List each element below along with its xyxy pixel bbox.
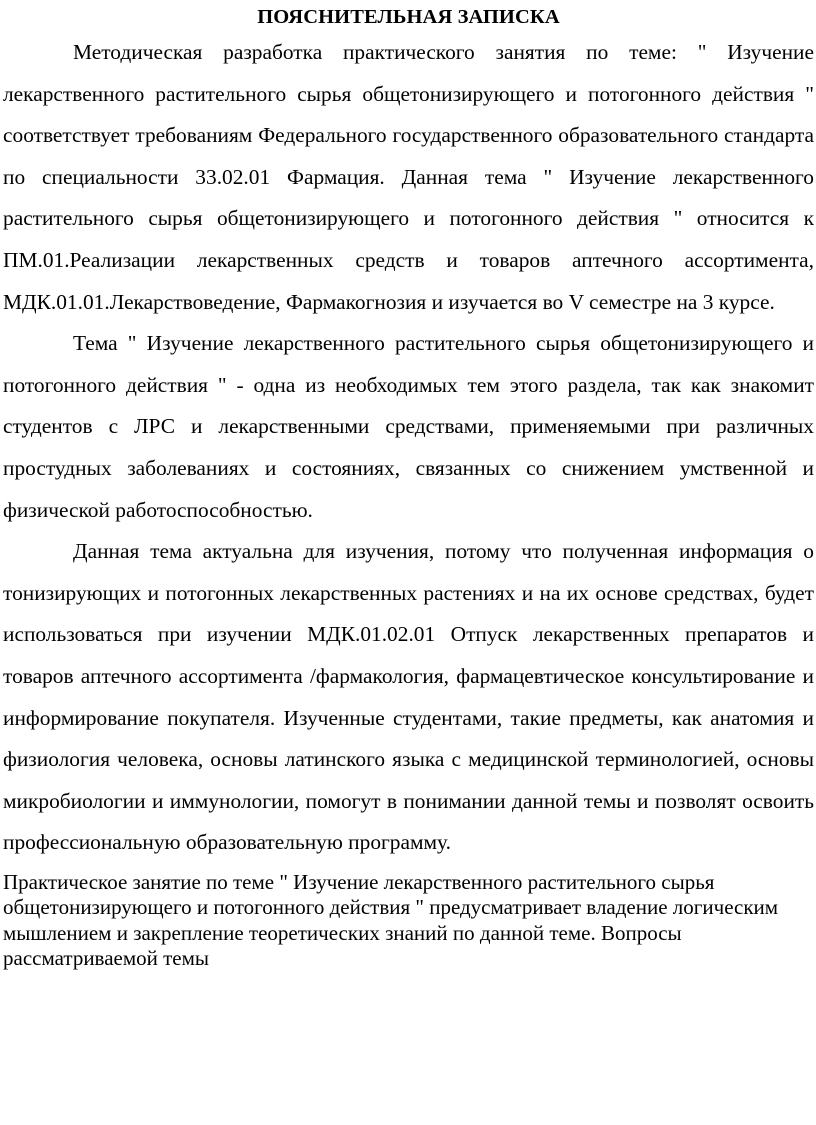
paragraph-topic-actuality: Данная тема актуальна для изучения, потому что полученная информация о тонизирующих и потогонных лекарственных растениях и на их основе средствах, будет использоваться при изучении МДК.01.02.01 Отпуск лекарственных препаратов и товаров аптечного ассортимента /фармакология, фармацевтическое консультирование и информирование покупателя. Изученные студентами, такие предметы, как анатомия и физиология человека, основы латинского языка с медицинской терминологией, основы микробиологии и иммунологии, помогут в понимании данной темы и позволят освоить профессиональную образовательную программу. (3, 539, 814, 855)
document-title: ПОЯСНИТЕЛЬНАЯ ЗАПИСКА (257, 6, 560, 28)
paragraph-topic-relevance: Тема " Изучение лекарственного растительного сырья общетонизирующего и потогонного действия " - одна из необходимых тем этого раздела, так как знакомит студентов с ЛРС и лекарственными средствами, применяемыми при различных простудных заболеваниях и состояниях, связанных со снижением умственной и физической работоспособностью. (3, 331, 814, 522)
paragraph-practical-lesson: Практическое занятие по теме " Изучение лекарственного растительного сырья общетонизирующего и потогонного действия " предусматривает владение логическим мышлением и закрепление теоретических знаний по данной теме. Вопросы рассматриваемой темы (3, 869, 779, 971)
paragraph-intro: Методическая разработка практического занятия по теме: " Изучение лекарственного растительного сырья общетонизирующего и потогонного действия " соответствует требованиям Федерального государственного образовательного стандарта по специальности 33.02.01 Фармация. Данная тема " Изучение лекарственного растительного сырья общетонизирующего и потогонного действия " относится к ПМ.01.Реализации лекарственных средств и товаров аптечного ассортимента, МДК.01.01.Лекарствоведение, Фармакогнозия и изучается во V семестре на 3 курсе. (3, 40, 814, 314)
